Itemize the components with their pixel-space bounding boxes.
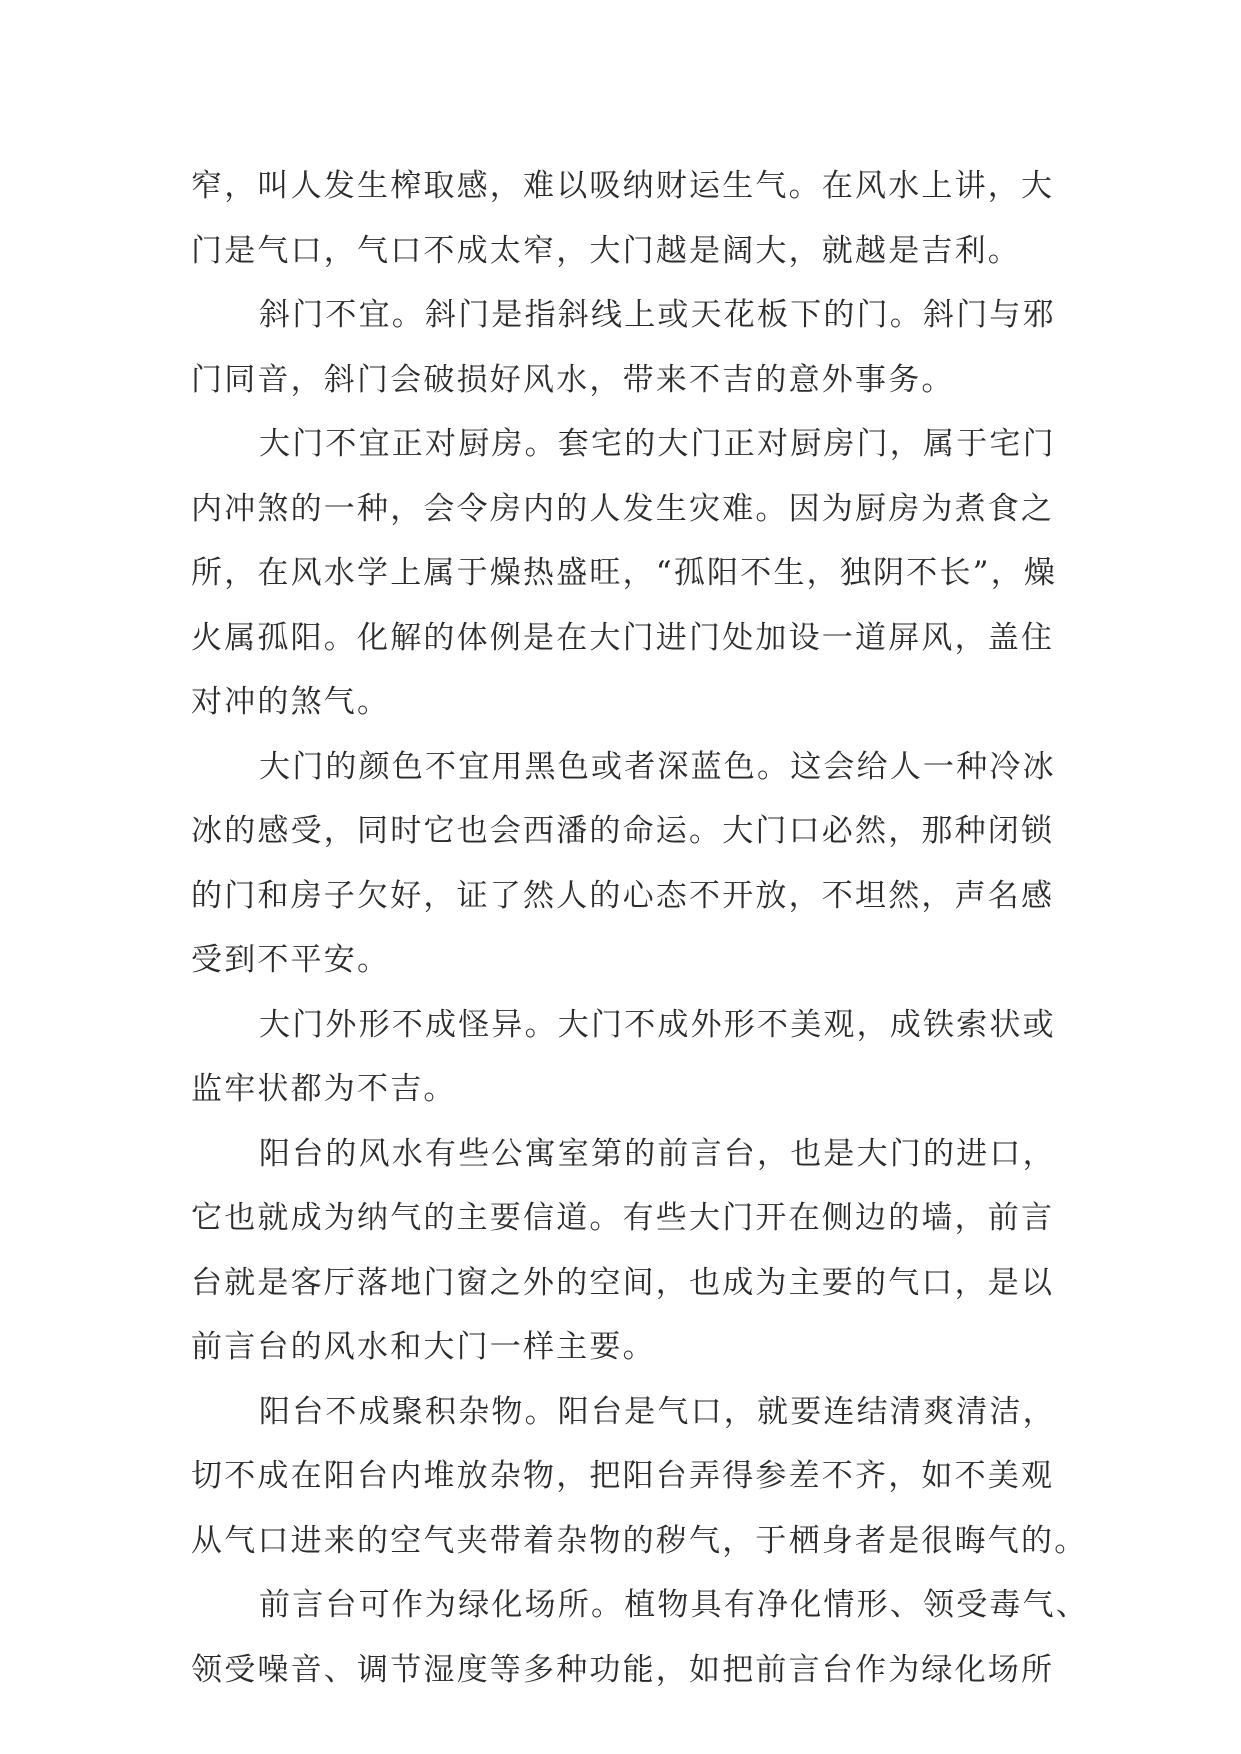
text-line: 火属孤阳。化解的体例是在大门进门处加设一道屏风，盖住 bbox=[191, 619, 1055, 656]
text-line: 切不成在阳台内堆放杂物，把阳台弄得参差不齐，如不美观 bbox=[191, 1458, 1055, 1494]
text-line: 门同音，斜门会破损好风水，带来不吉的意外事务。 bbox=[191, 361, 955, 398]
text-line: 领受噪音、调节湿度等多种功能，如把前言台作为绿化场所 bbox=[191, 1651, 1055, 1688]
text-line: 阳台的风水有些公寓室第的前言台，也是大门的进口， bbox=[259, 1135, 1056, 1172]
text-line: 前言台的风水和大门一样主要。 bbox=[191, 1329, 656, 1365]
text-line: 受到不平安。 bbox=[191, 942, 391, 978]
text-line: 大门的颜色不宜用黑色或者深蓝色。这会给人一种冷冰 bbox=[259, 748, 1056, 785]
text-line: 冰的感受，同时它也会西潘的命运。大门口必然，那种闭锁 bbox=[191, 813, 1055, 849]
text-line: 所，在风水学上属于燥热盛旺，“孤阳不生，独阴不长”，燥 bbox=[191, 555, 1058, 591]
body-text bbox=[191, 154, 1089, 1702]
text-line: 从气口进来的空气夹带着杂物的秽气，于栖身者是很晦气的。 bbox=[191, 1522, 1088, 1559]
text-line: 内冲煞的一种，会令房内的人发生灾难。因为厨房为煮食之 bbox=[191, 490, 1055, 527]
text-line: 门是气口，气口不成太窄，大门越是阔大，就越是吉利。 bbox=[191, 232, 1021, 269]
text-line: 台就是客厅落地门窗之外的空间，也成为主要的气口，是以 bbox=[191, 1264, 1055, 1301]
text-line: 窄，叫人发生榨取感，难以吸纳财运生气。在风水上讲，大 bbox=[191, 168, 1055, 204]
text-line: 前言台可作为绿化场所。植物具有净化情形、领受毒气、 bbox=[259, 1587, 1089, 1623]
text-line: 它也就成为纳气的主要信道。有些大门开在侧边的墙，前言 bbox=[191, 1200, 1055, 1236]
text-line: 大门不宜正对厨房。套宅的大门正对厨房门，属于宅门 bbox=[259, 426, 1056, 462]
text-line: 的门和房子欠好，证了然人的心态不开放，不坦然，声名感 bbox=[191, 877, 1055, 914]
text-line: 大门外形不成怪异。大门不成外形不美观，成铁索状或 bbox=[259, 1006, 1056, 1043]
text-line: 对冲的煞气。 bbox=[191, 684, 391, 720]
text-line: 监牢状都为不吉。 bbox=[191, 1071, 457, 1107]
text-line: 阳台不成聚积杂物。阳台是气口，就要连结清爽清洁， bbox=[259, 1393, 1056, 1430]
text-line: 斜门不宜。斜门是指斜线上或天花板下的门。斜门与邪 bbox=[259, 297, 1056, 333]
